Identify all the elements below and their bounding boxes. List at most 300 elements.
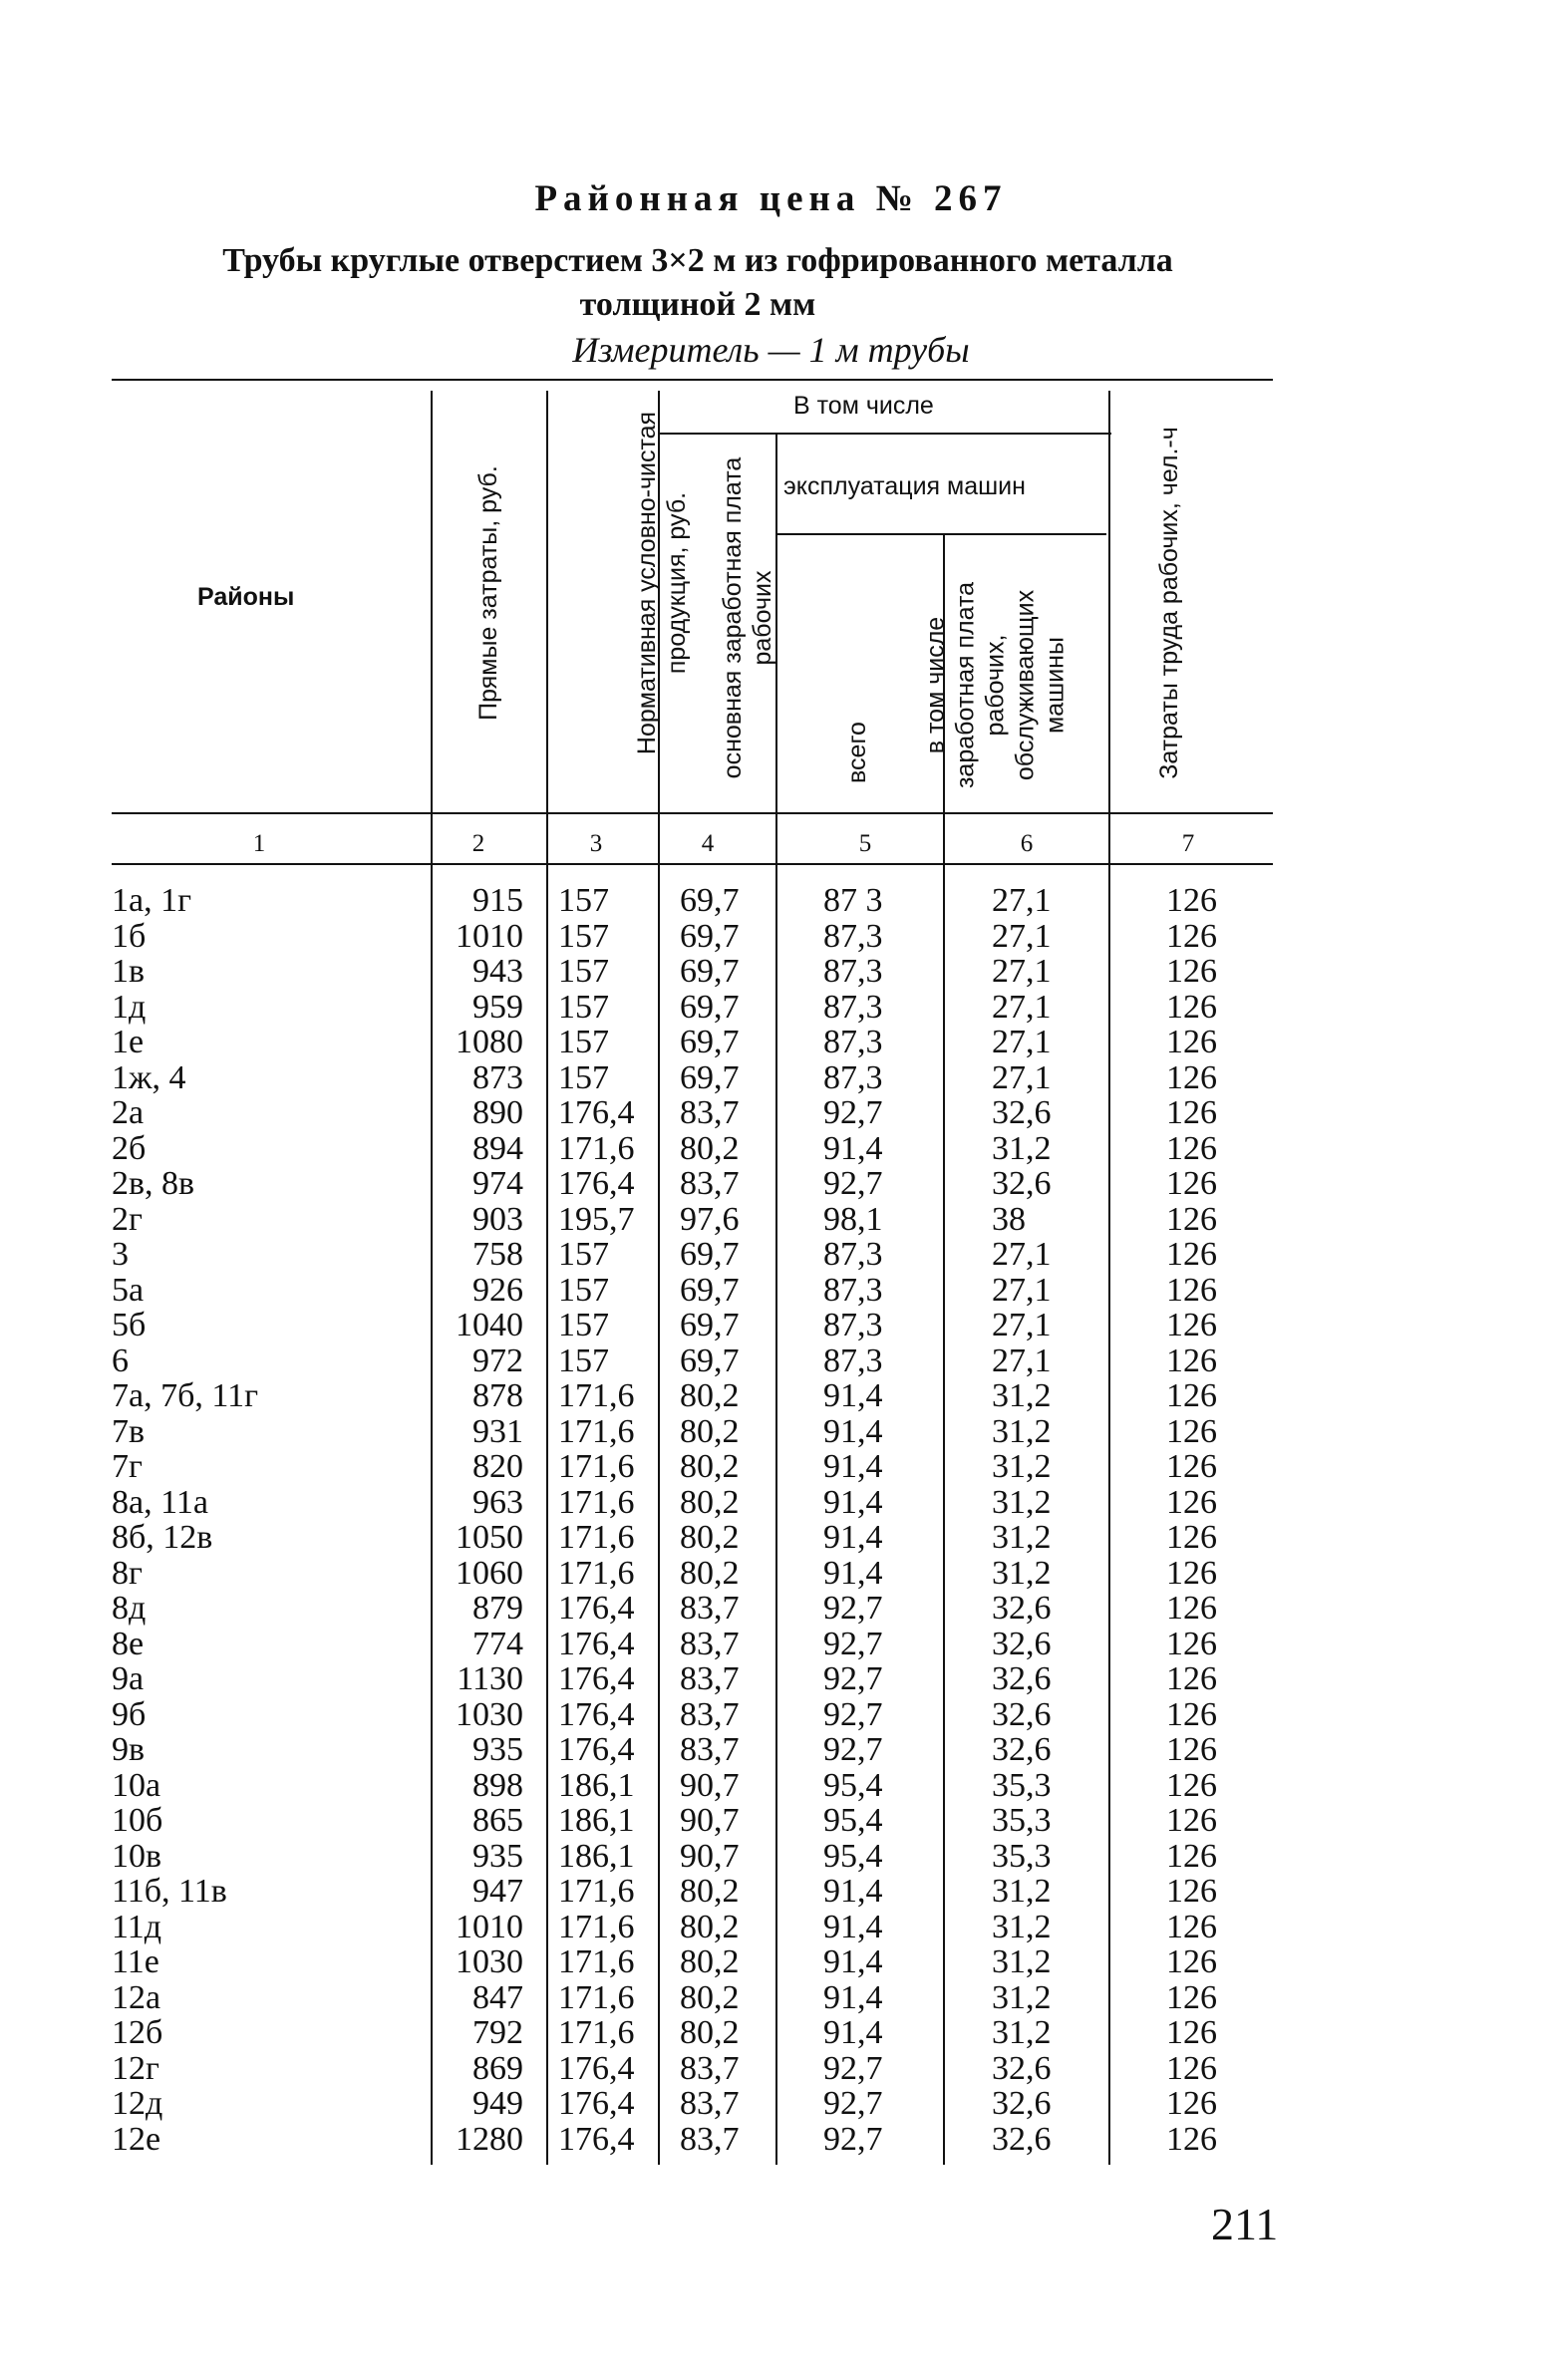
table-row [0, 2086, 1542, 2122]
table-cell-col-7: 126 [1166, 1731, 1217, 1768]
table-cell-col-2: 1010 [456, 1908, 523, 1945]
table-cell-col-1: 5а [112, 1271, 145, 1309]
table-cell-col-2: 869 [472, 2049, 523, 2087]
table-cell-col-3: 157 [558, 1341, 609, 1379]
table-row [0, 1803, 1542, 1839]
table-row [0, 1308, 1542, 1343]
table-cell-col-3: 157 [558, 988, 609, 1026]
table-cell-col-1: 5б [112, 1307, 147, 1343]
table-cell-col-2: 865 [472, 1802, 523, 1839]
table-row [0, 1768, 1542, 1804]
table-cell-col-6: 27,1 [992, 953, 1052, 990]
table-cell-col-6: 31,2 [992, 1412, 1052, 1450]
table-cell-col-3: 171,6 [558, 1978, 635, 2016]
table-row [0, 1944, 1542, 1980]
table-cell-col-3: 171,6 [558, 1554, 635, 1592]
table-cell-col-6: 32,6 [992, 1660, 1052, 1697]
table-cell-col-2: 898 [472, 1766, 523, 1804]
table-cell-col-6: 27,1 [992, 1341, 1052, 1379]
table-cell-col-5: 91,4 [823, 1483, 883, 1521]
table-cell-col-5: 91,4 [823, 1519, 883, 1556]
table-top-rule [112, 379, 1273, 381]
table-cell-col-1: 12г [112, 2049, 159, 2087]
table-cell-col-3: 157 [558, 1058, 609, 1096]
table-cell-col-7: 126 [1166, 1873, 1217, 1910]
table-cell-col-3: 171,6 [558, 1908, 635, 1945]
table-cell-col-6: 32,6 [992, 1731, 1052, 1768]
table-row [0, 1414, 1542, 1450]
table-cell-col-4: 80,2 [680, 1483, 740, 1521]
table-cell-col-7: 126 [1166, 1200, 1217, 1238]
table-cell-col-2: 935 [472, 1837, 523, 1875]
table-row [0, 990, 1542, 1026]
table-cell-col-4: 69,7 [680, 1271, 740, 1309]
table-row [0, 1591, 1542, 1627]
table-row [0, 1202, 1542, 1238]
table-cell-col-6: 27,1 [992, 988, 1052, 1026]
table-cell-col-7: 126 [1166, 1236, 1217, 1273]
table-cell-col-3: 171,6 [558, 1412, 635, 1450]
table-row [0, 1627, 1542, 1662]
table-cell-col-3: 186,1 [558, 1802, 635, 1839]
table-cell-col-7: 126 [1166, 2120, 1217, 2158]
table-cell-col-1: 12д [112, 2085, 163, 2122]
table-cell-col-1: 9а [112, 1660, 145, 1697]
table-cell-col-6: 35,3 [992, 1766, 1052, 1804]
table-row [0, 1697, 1542, 1733]
table-cell-col-4: 69,7 [680, 1307, 740, 1343]
table-cell-col-6: 27,1 [992, 1271, 1052, 1309]
table-cell-col-4: 83,7 [680, 1165, 740, 1202]
table-cell-col-3: 176,4 [558, 1165, 635, 1202]
table-cell-col-1: 2г [112, 1200, 143, 1238]
table-row [0, 1520, 1542, 1556]
table-cell-col-2: 847 [472, 1978, 523, 2016]
table-row [0, 1449, 1542, 1485]
table-cell-col-6: 32,6 [992, 1165, 1052, 1202]
table-cell-col-4: 80,2 [680, 1377, 740, 1414]
table-cell-col-7: 126 [1166, 1660, 1217, 1697]
table-cell-col-5: 92,7 [823, 1695, 883, 1733]
table-cell-col-5: 87,3 [823, 1341, 883, 1379]
table-cell-col-2: 949 [472, 2085, 523, 2122]
table-cell-col-3: 186,1 [558, 1837, 635, 1875]
table-cell-col-4: 97,6 [680, 1200, 740, 1238]
table-cell-col-5: 87 3 [823, 882, 883, 919]
table-cell-col-1: 1е [112, 1024, 145, 1060]
machines-rule [777, 533, 1106, 535]
table-cell-col-3: 186,1 [558, 1766, 635, 1804]
table-cell-col-5: 98,1 [823, 1200, 883, 1238]
table-cell-col-4: 83,7 [680, 2049, 740, 2087]
table-cell-col-6: 31,2 [992, 1448, 1052, 1485]
table-cell-col-4: 80,2 [680, 1412, 740, 1450]
table-cell-col-5: 91,4 [823, 1908, 883, 1945]
col-num-4: 4 [701, 830, 715, 857]
table-cell-col-1: 6 [112, 1341, 129, 1379]
table-row [0, 1237, 1542, 1273]
header-labor: Затраты труда рабочих, чел.-ч [1155, 427, 1183, 779]
table-cell-col-2: 1060 [456, 1554, 523, 1592]
table-cell-col-4: 69,7 [680, 1058, 740, 1096]
table-cell-col-2: 926 [472, 1271, 523, 1309]
table-cell-col-1: 1д [112, 988, 147, 1026]
table-cell-col-3: 171,6 [558, 1483, 635, 1521]
table-cell-col-3: 171,6 [558, 1448, 635, 1485]
table-cell-col-3: 171,6 [558, 1129, 635, 1167]
table-cell-col-5: 87,3 [823, 953, 883, 990]
table-cell-col-5: 92,7 [823, 1165, 883, 1202]
table-cell-col-6: 31,2 [992, 1519, 1052, 1556]
table-cell-col-2: 1010 [456, 917, 523, 955]
table-row [0, 1131, 1542, 1167]
table-cell-col-4: 69,7 [680, 882, 740, 919]
price-subtitle [150, 239, 1246, 327]
table-cell-col-6: 27,1 [992, 1024, 1052, 1060]
table-cell-col-2: 915 [472, 882, 523, 919]
table-cell-col-2: 820 [472, 1448, 523, 1485]
table-cell-col-4: 80,2 [680, 1873, 740, 1910]
col-num-6: 6 [1020, 830, 1034, 857]
header-districts: Районы [197, 583, 295, 611]
table-cell-col-1: 11б, 11в [112, 1873, 227, 1910]
table-cell-col-3: 176,4 [558, 2120, 635, 2158]
table-cell-col-2: 963 [472, 1483, 523, 1521]
table-cell-col-5: 87,3 [823, 1271, 883, 1309]
table-cell-col-7: 126 [1166, 1307, 1217, 1343]
table-cell-col-7: 126 [1166, 1554, 1217, 1592]
table-cell-col-6: 35,3 [992, 1837, 1052, 1875]
table-cell-col-7: 126 [1166, 1695, 1217, 1733]
header-base-wage: основная заработная плата рабочих [719, 456, 776, 779]
table-cell-col-1: 8г [112, 1554, 143, 1592]
table-cell-col-2: 931 [472, 1412, 523, 1450]
table-cell-col-7: 126 [1166, 1766, 1217, 1804]
table-cell-col-3: 176,4 [558, 2085, 635, 2122]
table-cell-col-6: 32,6 [992, 1695, 1052, 1733]
table-cell-col-6: 31,2 [992, 1908, 1052, 1945]
table-cell-col-6: 31,2 [992, 1129, 1052, 1167]
table-cell-col-3: 176,4 [558, 1695, 635, 1733]
table-cell-col-4: 80,2 [680, 1908, 740, 1945]
table-cell-col-7: 126 [1166, 1129, 1217, 1167]
table-cell-col-5: 92,7 [823, 1660, 883, 1697]
table-cell-col-7: 126 [1166, 1341, 1217, 1379]
col-num-1: 1 [252, 830, 266, 857]
table-cell-col-1: 9в [112, 1731, 146, 1768]
table-row [0, 954, 1542, 990]
table-row [0, 1060, 1542, 1096]
header-machine-wage: в том числе заработная плата рабочих, обслуживающих машины [921, 581, 1070, 789]
column-number-rule [112, 863, 1273, 865]
table-cell-col-3: 176,4 [558, 1731, 635, 1768]
table-cell-col-3: 157 [558, 1307, 609, 1343]
table-row [0, 883, 1542, 919]
table-cell-col-7: 126 [1166, 1271, 1217, 1309]
table-cell-col-4: 80,2 [680, 1448, 740, 1485]
col-num-3: 3 [589, 830, 603, 857]
table-cell-col-5: 87,3 [823, 1058, 883, 1096]
table-cell-col-5: 92,7 [823, 2120, 883, 2158]
table-cell-col-2: 890 [472, 1094, 523, 1131]
table-cell-col-6: 27,1 [992, 1236, 1052, 1273]
table-cell-col-3: 157 [558, 917, 609, 955]
table-cell-col-7: 126 [1166, 1802, 1217, 1839]
table-cell-col-3: 176,4 [558, 1660, 635, 1697]
table-cell-col-6: 31,2 [992, 1554, 1052, 1592]
table-cell-col-1: 2в, 8в [112, 1165, 195, 1202]
table-cell-col-6: 31,2 [992, 1943, 1052, 1980]
table-cell-col-6: 32,6 [992, 2085, 1052, 2122]
table-cell-col-5: 87,3 [823, 1307, 883, 1343]
table-cell-col-1: 1б [112, 917, 147, 955]
table-cell-col-6: 32,6 [992, 2049, 1052, 2087]
table-cell-col-7: 126 [1166, 1519, 1217, 1556]
subtitle-line-2: толщиной 2 мм [579, 286, 816, 323]
table-cell-col-4: 83,7 [680, 1625, 740, 1662]
table-cell-col-1: 11е [112, 1943, 159, 1980]
measure-unit: Измеритель — 1 м трубы [572, 330, 970, 370]
table-cell-col-3: 171,6 [558, 1943, 635, 1980]
table-cell-col-1: 8а, 11а [112, 1483, 208, 1521]
table-cell-col-4: 69,7 [680, 988, 740, 1026]
col-num-5: 5 [858, 830, 872, 857]
table-cell-col-7: 126 [1166, 1165, 1217, 1202]
table-cell-col-4: 80,2 [680, 2014, 740, 2051]
table-cell-col-2: 1080 [456, 1024, 523, 1060]
table-cell-col-3: 157 [558, 882, 609, 919]
table-row [0, 1166, 1542, 1202]
table-cell-col-1: 1в [112, 953, 146, 990]
table-row [0, 1025, 1542, 1060]
table-cell-col-4: 69,7 [680, 1341, 740, 1379]
table-cell-col-1: 8б, 12в [112, 1519, 213, 1556]
price-title: Районная цена № 267 [534, 178, 1008, 219]
table-cell-col-5: 92,7 [823, 1731, 883, 1768]
table-cell-col-6: 31,2 [992, 1873, 1052, 1910]
table-cell-col-5: 95,4 [823, 1766, 883, 1804]
table-cell-col-3: 157 [558, 1271, 609, 1309]
table-cell-col-7: 126 [1166, 1943, 1217, 1980]
page-number: 211 [1211, 2199, 1279, 2249]
table-row [0, 2122, 1542, 2158]
table-cell-col-5: 91,4 [823, 2014, 883, 2051]
table-cell-col-6: 27,1 [992, 882, 1052, 919]
table-cell-col-1: 7г [112, 1448, 143, 1485]
table-cell-col-3: 176,4 [558, 1094, 635, 1131]
table-cell-col-7: 126 [1166, 1837, 1217, 1875]
table-cell-col-2: 1050 [456, 1519, 523, 1556]
table-cell-col-6: 31,2 [992, 1483, 1052, 1521]
table-cell-col-7: 126 [1166, 882, 1217, 919]
table-row [0, 1661, 1542, 1697]
table-cell-col-1: 10в [112, 1837, 162, 1875]
table-cell-col-2: 894 [472, 1129, 523, 1167]
table-cell-col-4: 83,7 [680, 1590, 740, 1627]
table-cell-col-5: 92,7 [823, 2085, 883, 2122]
table-cell-col-7: 126 [1166, 1908, 1217, 1945]
header-total: всего [843, 722, 871, 783]
table-cell-col-6: 31,2 [992, 2014, 1052, 2051]
table-cell-col-5: 91,4 [823, 1943, 883, 1980]
table-row [0, 1732, 1542, 1768]
table-cell-col-6: 27,1 [992, 917, 1052, 955]
table-cell-col-7: 126 [1166, 2014, 1217, 2051]
table-row [0, 1980, 1542, 2016]
table-cell-col-7: 126 [1166, 1094, 1217, 1131]
table-cell-col-1: 2а [112, 1094, 145, 1131]
table-cell-col-4: 83,7 [680, 1094, 740, 1131]
header-normative: Нормативная условно-чистая продукция, руб. [633, 411, 691, 755]
table-cell-col-3: 176,4 [558, 2049, 635, 2087]
table-row [0, 1485, 1542, 1521]
table-cell-col-6: 38 [992, 1200, 1026, 1238]
table-cell-col-3: 176,4 [558, 1590, 635, 1627]
table-cell-col-2: 903 [472, 1200, 523, 1238]
table-cell-col-2: 1280 [456, 2120, 523, 2158]
table-cell-col-5: 91,4 [823, 1129, 883, 1167]
table-cell-col-7: 126 [1166, 1058, 1217, 1096]
table-cell-col-5: 91,4 [823, 1412, 883, 1450]
table-cell-col-1: 1ж, 4 [112, 1058, 186, 1096]
table-cell-col-3: 171,6 [558, 1873, 635, 1910]
table-cell-col-6: 31,2 [992, 1377, 1052, 1414]
table-cell-col-4: 80,2 [680, 1978, 740, 2016]
table-cell-col-4: 83,7 [680, 2085, 740, 2122]
table-cell-col-3: 157 [558, 953, 609, 990]
table-cell-col-2: 1030 [456, 1943, 523, 1980]
col-num-2: 2 [471, 830, 485, 857]
table-cell-col-7: 126 [1166, 953, 1217, 990]
table-cell-col-1: 7в [112, 1412, 146, 1450]
col-num-7: 7 [1181, 830, 1195, 857]
table-cell-col-5: 91,4 [823, 1873, 883, 1910]
table-cell-col-1: 8д [112, 1590, 147, 1627]
table-cell-col-6: 32,6 [992, 2120, 1052, 2158]
table-cell-col-4: 83,7 [680, 1695, 740, 1733]
table-cell-col-3: 171,6 [558, 1519, 635, 1556]
table-cell-col-4: 80,2 [680, 1129, 740, 1167]
table-cell-col-5: 91,4 [823, 1377, 883, 1414]
table-cell-col-1: 3 [112, 1236, 129, 1273]
table-row [0, 1378, 1542, 1414]
header-direct-costs: Прямые затраты, руб. [474, 465, 502, 721]
table-cell-col-4: 83,7 [680, 1731, 740, 1768]
table-cell-col-5: 92,7 [823, 1625, 883, 1662]
table-cell-col-2: 943 [472, 953, 523, 990]
subtitle-line-1: Трубы круглые отверстием 3×2 м из гофрированного металла [222, 242, 1173, 279]
table-cell-col-2: 758 [472, 1236, 523, 1273]
table-cell-col-3: 171,6 [558, 1377, 635, 1414]
table-cell-col-1: 10б [112, 1802, 163, 1839]
table-cell-col-2: 959 [472, 988, 523, 1026]
table-cell-col-7: 126 [1166, 2085, 1217, 2122]
table-cell-col-2: 774 [472, 1625, 523, 1662]
table-cell-col-1: 12б [112, 2014, 163, 2051]
table-row [0, 1874, 1542, 1910]
table-cell-col-7: 126 [1166, 1978, 1217, 2016]
table-cell-col-4: 69,7 [680, 917, 740, 955]
table-cell-col-2: 1040 [456, 1307, 523, 1343]
table-cell-col-4: 83,7 [680, 2120, 740, 2158]
table-cell-col-4: 80,2 [680, 1554, 740, 1592]
table-cell-col-3: 171,6 [558, 2014, 635, 2051]
table-cell-col-5: 91,4 [823, 1978, 883, 2016]
table-cell-col-6: 27,1 [992, 1058, 1052, 1096]
table-cell-col-7: 126 [1166, 1448, 1217, 1485]
table-cell-col-5: 95,4 [823, 1802, 883, 1839]
table-cell-col-7: 126 [1166, 1590, 1217, 1627]
table-row [0, 1273, 1542, 1309]
table-cell-col-2: 873 [472, 1058, 523, 1096]
table-cell-col-1: 8е [112, 1625, 145, 1662]
table-cell-col-4: 90,7 [680, 1766, 740, 1804]
table-cell-col-2: 878 [472, 1377, 523, 1414]
table-cell-col-4: 80,2 [680, 1519, 740, 1556]
table-cell-col-7: 126 [1166, 1625, 1217, 1662]
table-cell-col-6: 32,6 [992, 1590, 1052, 1627]
table-cell-col-7: 126 [1166, 917, 1217, 955]
table-cell-col-4: 69,7 [680, 1024, 740, 1060]
table-cell-col-5: 92,7 [823, 1094, 883, 1131]
table-cell-col-1: 2б [112, 1129, 147, 1167]
table-cell-col-2: 879 [472, 1590, 523, 1627]
table-cell-col-6: 32,6 [992, 1094, 1052, 1131]
table-cell-col-6: 32,6 [992, 1625, 1052, 1662]
table-row [0, 1839, 1542, 1875]
table-row [0, 1556, 1542, 1592]
table-row [0, 2051, 1542, 2087]
table-cell-col-5: 91,4 [823, 1554, 883, 1592]
table-cell-col-1: 10а [112, 1766, 161, 1804]
table-cell-col-7: 126 [1166, 1377, 1217, 1414]
table-cell-col-5: 92,7 [823, 2049, 883, 2087]
table-cell-col-1: 1а, 1г [112, 882, 192, 919]
table-cell-col-5: 95,4 [823, 1837, 883, 1875]
table-cell-col-1: 11д [112, 1908, 162, 1945]
header-including: В том числе [793, 392, 934, 420]
table-cell-col-2: 1130 [457, 1660, 523, 1697]
table-cell-col-3: 157 [558, 1236, 609, 1273]
table-cell-col-1: 9б [112, 1695, 147, 1733]
table-cell-col-4: 69,7 [680, 1236, 740, 1273]
table-cell-col-2: 947 [472, 1873, 523, 1910]
table-cell-col-4: 69,7 [680, 953, 740, 990]
table-cell-col-2: 935 [472, 1731, 523, 1768]
table-cell-col-5: 87,3 [823, 917, 883, 955]
table-row [0, 919, 1542, 955]
table-cell-col-7: 126 [1166, 988, 1217, 1026]
table-cell-col-3: 195,7 [558, 1200, 635, 1238]
header-bottom-rule [112, 812, 1273, 814]
table-cell-col-5: 87,3 [823, 1236, 883, 1273]
table-cell-col-5: 87,3 [823, 988, 883, 1026]
table-cell-col-1: 12а [112, 1978, 161, 2016]
table-cell-col-7: 126 [1166, 1024, 1217, 1060]
table-cell-col-1: 7а, 7б, 11г [112, 1377, 259, 1414]
table-cell-col-5: 87,3 [823, 1024, 883, 1060]
table-cell-col-6: 27,1 [992, 1307, 1052, 1343]
table-cell-col-6: 35,3 [992, 1802, 1052, 1839]
table-cell-col-7: 126 [1166, 2049, 1217, 2087]
table-cell-col-3: 176,4 [558, 1625, 635, 1662]
table-cell-col-4: 90,7 [680, 1802, 740, 1839]
table-cell-col-3: 157 [558, 1024, 609, 1060]
table-cell-col-2: 974 [472, 1165, 523, 1202]
table-cell-col-6: 31,2 [992, 1978, 1052, 2016]
table-cell-col-2: 792 [472, 2014, 523, 2051]
table-row [0, 2015, 1542, 2051]
